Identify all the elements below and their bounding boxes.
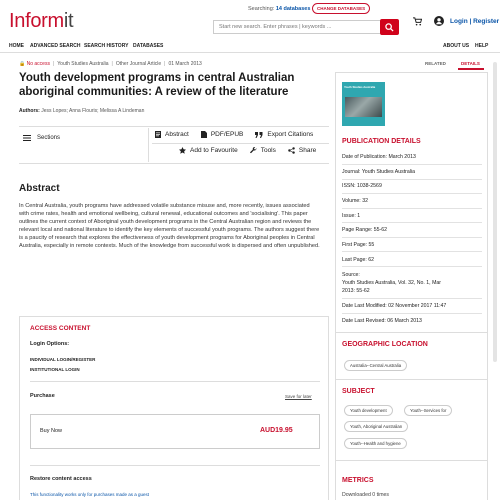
nav-databases[interactable]: DATABASES bbox=[133, 43, 164, 49]
login-options-heading: Login Options: bbox=[30, 341, 70, 347]
last-revised-detail bbox=[342, 318, 422, 324]
pdf-epub-label: PDF/EPUB bbox=[210, 131, 244, 138]
subject-heading: SUBJECT bbox=[342, 388, 375, 395]
quote-icon bbox=[255, 132, 263, 138]
detail-divider bbox=[342, 266, 482, 267]
journal-name[interactable]: Youth Studies Australia bbox=[57, 61, 109, 67]
article-title: Youth development programs in central Australian aboriginal communities: A review of the literature bbox=[19, 72, 295, 98]
detail-label: Page Range: bbox=[342, 227, 373, 233]
detail-value: 62 bbox=[368, 257, 375, 263]
detail-label: First Page: bbox=[342, 242, 368, 248]
issue-detail bbox=[342, 213, 360, 219]
detail-value-cont: 2013: 55-62 bbox=[342, 288, 370, 294]
section-divider bbox=[335, 379, 488, 380]
detail-label: Date Last Revised: bbox=[342, 318, 386, 324]
detail-value: 55 bbox=[368, 242, 375, 248]
article-actions-row1 bbox=[155, 131, 313, 138]
pdf-epub-button[interactable] bbox=[201, 131, 244, 138]
metrics-heading: METRICS bbox=[342, 477, 374, 484]
change-databases-button[interactable]: CHANGE DATABASES bbox=[312, 3, 370, 14]
detail-divider bbox=[342, 222, 482, 223]
search-button[interactable] bbox=[380, 19, 399, 35]
restore-access-note: This functionality works only for purchases made as a guest bbox=[30, 492, 150, 497]
detail-divider bbox=[342, 208, 482, 209]
downloads-count: Downloaded 0 times bbox=[342, 492, 390, 498]
add-favourite-label: Add to Favourite bbox=[190, 147, 238, 154]
price-label: AUD19.95 bbox=[260, 427, 293, 434]
journal-detail bbox=[342, 169, 415, 175]
informit-logo[interactable] bbox=[9, 10, 73, 33]
detail-value: March 2013 bbox=[388, 154, 416, 160]
geo-tag[interactable]: Australia--Central Australia bbox=[344, 360, 407, 371]
subject-tag[interactable]: Youth, Aboriginal Australian bbox=[344, 421, 408, 432]
tab-details-underline bbox=[458, 68, 484, 70]
toolbar-bottom-divider bbox=[19, 163, 329, 164]
sections-label: Sections bbox=[37, 135, 61, 141]
detail-value: 32 bbox=[362, 198, 368, 204]
detail-value: 02 November 2017 11:47 bbox=[388, 303, 447, 309]
search-input[interactable]: Start new search. Enter phrases | keywords ... bbox=[213, 20, 380, 34]
detail-value: 06 March 2013 bbox=[387, 318, 422, 324]
detail-divider bbox=[342, 298, 482, 299]
header bbox=[0, 0, 500, 40]
searching-databases bbox=[248, 6, 310, 12]
authors-line bbox=[19, 108, 144, 114]
article-meta: 🔒 No access | Youth Studies Australia | Other Journal Article | 01 March 2013 bbox=[19, 61, 202, 67]
detail-label: Volume: bbox=[342, 198, 361, 204]
search-icon bbox=[385, 23, 394, 32]
export-citations-button[interactable] bbox=[255, 131, 313, 138]
logo-main: Inform bbox=[9, 10, 64, 32]
authors-label: Authors: bbox=[19, 108, 40, 114]
export-citations-label: Export Citations bbox=[267, 131, 314, 138]
section-divider bbox=[335, 332, 488, 333]
list-icon bbox=[23, 135, 31, 141]
geographic-location-heading: GEOGRAPHIC LOCATION bbox=[342, 341, 428, 348]
page-range-detail bbox=[342, 227, 387, 233]
document-icon bbox=[155, 131, 161, 138]
subject-tag[interactable]: Youth--Services for bbox=[404, 405, 452, 416]
date-of-publication bbox=[342, 154, 416, 160]
detail-divider bbox=[342, 251, 482, 252]
toolbar-vertical-divider bbox=[148, 128, 149, 162]
detail-label: Last Page: bbox=[342, 257, 367, 263]
shopping-cart-icon[interactable] bbox=[413, 17, 422, 26]
nav-advanced-search[interactable]: ADVANCED SEARCH bbox=[30, 43, 81, 49]
article-date: 01 March 2013 bbox=[168, 61, 202, 67]
access-content-heading: ACCESS CONTENT bbox=[30, 325, 91, 332]
detail-value: 1038-2569 bbox=[357, 183, 382, 189]
detail-label: Issue: bbox=[342, 213, 356, 219]
no-access-label: No access bbox=[26, 61, 50, 67]
abstract-label: Abstract bbox=[165, 131, 189, 138]
subject-tag[interactable]: Youth development bbox=[344, 405, 393, 416]
source-detail bbox=[342, 271, 441, 295]
restore-access-heading: Restore content access bbox=[30, 476, 92, 482]
login-register-link[interactable]: Login | Register bbox=[450, 18, 500, 25]
main-nav bbox=[0, 41, 500, 53]
access-divider-2 bbox=[30, 465, 320, 466]
subject-tag[interactable]: Youth--Health and hygiene bbox=[344, 438, 407, 449]
detail-divider bbox=[342, 179, 482, 180]
detail-divider bbox=[342, 313, 482, 314]
journal-cover-image bbox=[342, 82, 385, 126]
tab-details[interactable]: DETAILS bbox=[461, 61, 480, 66]
tab-related[interactable]: RELATED bbox=[425, 61, 446, 66]
nav-help[interactable]: HELP bbox=[475, 43, 489, 49]
nav-home[interactable]: HOME bbox=[9, 43, 24, 49]
institutional-login-link[interactable]: INSTITUTIONAL LOGIN bbox=[30, 367, 80, 372]
first-page-detail bbox=[342, 242, 374, 248]
detail-value: 1 bbox=[357, 213, 361, 219]
wrench-icon bbox=[250, 147, 257, 154]
searching-prefix: Searching: bbox=[248, 6, 275, 12]
individual-login-link[interactable]: INDIVIDUAL LOGIN/REGISTER bbox=[30, 357, 96, 362]
purchase-heading: Purchase bbox=[30, 393, 55, 399]
buy-now-label: Buy Now bbox=[40, 428, 63, 434]
access-divider bbox=[30, 381, 320, 382]
access-content-panel bbox=[19, 316, 329, 500]
article-type: Other Journal Article bbox=[115, 61, 162, 67]
detail-label: ISSN: bbox=[342, 183, 356, 189]
detail-divider bbox=[342, 193, 482, 194]
star-icon bbox=[179, 147, 186, 154]
volume-detail bbox=[342, 198, 368, 204]
detail-label: Journal: bbox=[342, 169, 361, 175]
last-modified-detail bbox=[342, 303, 446, 309]
save-for-later-link[interactable]: Save for later bbox=[285, 394, 312, 399]
detail-value[interactable]: Youth Studies Australia bbox=[361, 169, 415, 175]
logo-tail: it bbox=[63, 10, 74, 32]
last-page-detail bbox=[342, 257, 374, 263]
buy-now-option[interactable] bbox=[30, 414, 320, 449]
nav-about-us[interactable]: ABOUT US bbox=[443, 43, 470, 49]
detail-label: Source: bbox=[342, 272, 360, 278]
publication-details-heading: PUBLICATION DETAILS bbox=[342, 138, 421, 145]
share-icon bbox=[288, 147, 295, 154]
databases-count-link[interactable]: 14 databases bbox=[275, 6, 311, 12]
authors-list[interactable]: Jess Lopes; Anna Flouris; Melissa A Lindeman bbox=[41, 108, 145, 114]
toolbar-mid-divider bbox=[152, 143, 329, 144]
abstract-heading: Abstract bbox=[19, 183, 60, 194]
detail-value: 55-62 bbox=[373, 227, 388, 233]
add-favourite-button[interactable] bbox=[179, 147, 238, 154]
detail-label: Date Last Modified: bbox=[342, 303, 387, 309]
detail-value: Youth Studies Australia, Vol. 32, No. 1, Mar bbox=[342, 280, 442, 286]
cover-photo bbox=[345, 97, 382, 117]
cover-title: Youth Studies Australia bbox=[344, 85, 376, 89]
detail-divider bbox=[342, 237, 482, 238]
page-scrollbar[interactable] bbox=[493, 62, 497, 362]
file-icon bbox=[201, 131, 207, 138]
share-button[interactable] bbox=[288, 147, 316, 154]
detail-label: Date of Publication: bbox=[342, 154, 387, 160]
user-account-icon[interactable] bbox=[434, 16, 444, 26]
detail-divider bbox=[342, 164, 482, 165]
tools-label: Tools bbox=[260, 147, 276, 154]
share-label: Share bbox=[298, 147, 317, 154]
abstract-text: In Central Australia, youth programs have addressed volatile substance misuse and, more recently, issues associated with crime rates, health and emotional wellbeing, cultural renewal, educational outcomes and 'socialising'. This paper outlines the current context of Aboriginal youth development programs in the Central Australian region and reviews the relevant local and national literature to identify the key elements of successful youth programs. The authors suggest there is a paucity of research that explores the effectiveness of youth development programs for Aboriginal peoples in Central Australia, especially in remote contexts. Much of the knowledge from successful work is dispersed and often unpublished. bbox=[19, 203, 320, 249]
tools-button[interactable] bbox=[250, 147, 276, 154]
section-divider bbox=[335, 460, 488, 461]
abstract-button[interactable] bbox=[155, 131, 189, 138]
toolbar-top-divider bbox=[19, 126, 329, 127]
no-access-badge: 🔒 No access bbox=[19, 61, 50, 67]
article-actions-row2 bbox=[179, 147, 316, 154]
nav-search-history[interactable]: SEARCH HISTORY bbox=[84, 43, 129, 49]
sections-button[interactable] bbox=[23, 135, 60, 141]
issn-detail bbox=[342, 183, 382, 189]
